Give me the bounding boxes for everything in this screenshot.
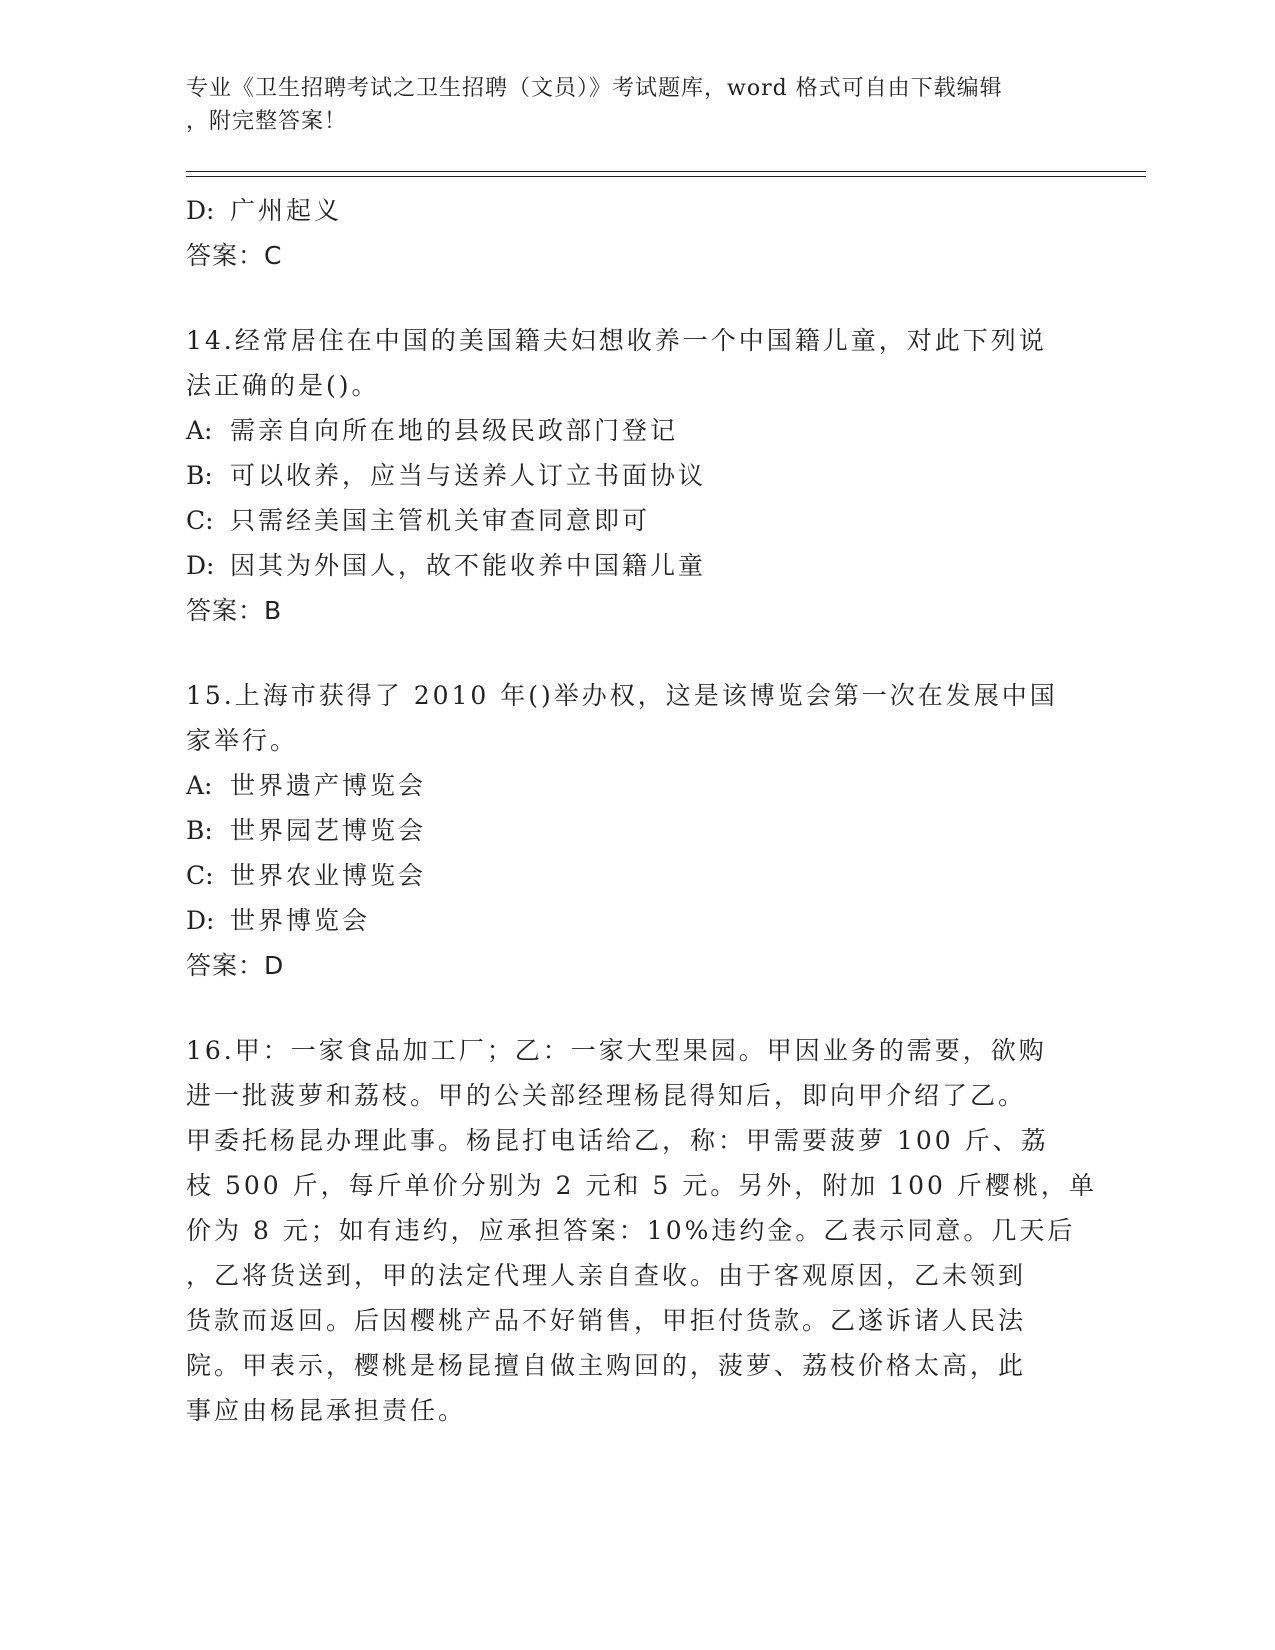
option-letter: D: [186,551,215,580]
question-stem-line: 14.经常居住在中国的美国籍夫妇想收养一个中国籍儿童，对此下列说 [186,326,1047,355]
option-letter: A: [186,771,213,800]
question-stem-line: 事应由杨昆承担责任。 [186,1396,467,1425]
question-stem-line: 法正确的是()。 [186,371,380,400]
option-text: 因其为外国人，故不能收养中国籍儿童 [230,551,707,580]
question-content [186,188,1126,1433]
question-14 [186,318,1126,633]
option-text: 广州起义 [230,196,343,225]
option-c [186,498,1126,543]
option-letter: B: [186,816,213,845]
option-letter: B: [186,461,213,490]
header-line: ，附完整答案！ [186,109,348,134]
answer-line: 答案：C [186,241,283,270]
option-letter: D: [186,196,215,225]
option-b [186,808,1126,853]
question-15 [186,673,1126,988]
question-16 [186,1028,1126,1433]
header-rule-top [186,171,1146,172]
option-b [186,453,1126,498]
header-rule-bottom [186,176,1146,177]
question-stem-line: 货款而返回。后因樱桃产品不好销售，甲拒付货款。乙遂诉诸人民法 [186,1306,1027,1335]
question-stem-line: 枝 500 斤，每斤单价分别为 2 元和 5 元。另外，附加 100 斤樱桃，单 [186,1171,1097,1200]
option-a [186,408,1126,453]
option-letter: C: [186,861,214,890]
option-text: 世界博览会 [230,906,371,935]
option-letter: D: [186,906,215,935]
option-d [186,188,1126,233]
question-stem-line: ，乙将货送到，甲的法定代理人亲自查收。由于客观原因，乙未领到 [186,1261,1027,1290]
option-text: 世界园艺博览会 [230,816,427,845]
spacer [186,633,1126,673]
option-text: 需亲自向所在地的县级民政部门登记 [230,416,679,445]
option-d [186,898,1126,943]
option-c [186,853,1126,898]
question-stem-line: 16.甲：一家食品加工厂；乙：一家大型果园。甲因业务的需要，欲购 [186,1036,1047,1065]
question-stem-line: 甲委托杨昆办理此事。杨昆打电话给乙，称：甲需要菠萝 100 斤、荔 [186,1126,1049,1155]
document-header [186,72,1066,138]
answer-line: 答案：B [186,596,283,625]
option-letter: A: [186,416,213,445]
header-line: 专业《卫生招聘考试之卫生招聘（文员）》考试题库，word 格式可自由下载编辑 [186,76,1003,101]
option-letter: C: [186,506,214,535]
question-stem-line: 院。甲表示，樱桃是杨昆擅自做主购回的，菠萝、荔枝价格太高，此 [186,1351,1027,1380]
option-text: 可以收养，应当与送养人订立书面协议 [230,461,707,490]
option-text: 只需经美国主管机关审查同意即可 [230,506,651,535]
option-a [186,763,1126,808]
answer-line: 答案：D [186,951,285,980]
question-stem-line: 家举行。 [186,726,299,755]
question-stem-line: 进一批菠萝和荔枝。甲的公关部经理杨昆得知后，即向甲介绍了乙。 [186,1081,1027,1110]
previous-question-tail [186,188,1126,278]
question-stem-line: 价为 8 元；如有违约，应承担答案：10%违约金。乙表示同意。几天后 [186,1216,1076,1245]
option-text: 世界农业博览会 [230,861,427,890]
option-d [186,543,1126,588]
spacer [186,988,1126,1028]
option-text: 世界遗产博览会 [230,771,427,800]
question-stem-line: 15.上海市获得了 2010 年()举办权，这是该博览会第一次在发展中国 [186,681,1058,710]
spacer [186,278,1126,318]
